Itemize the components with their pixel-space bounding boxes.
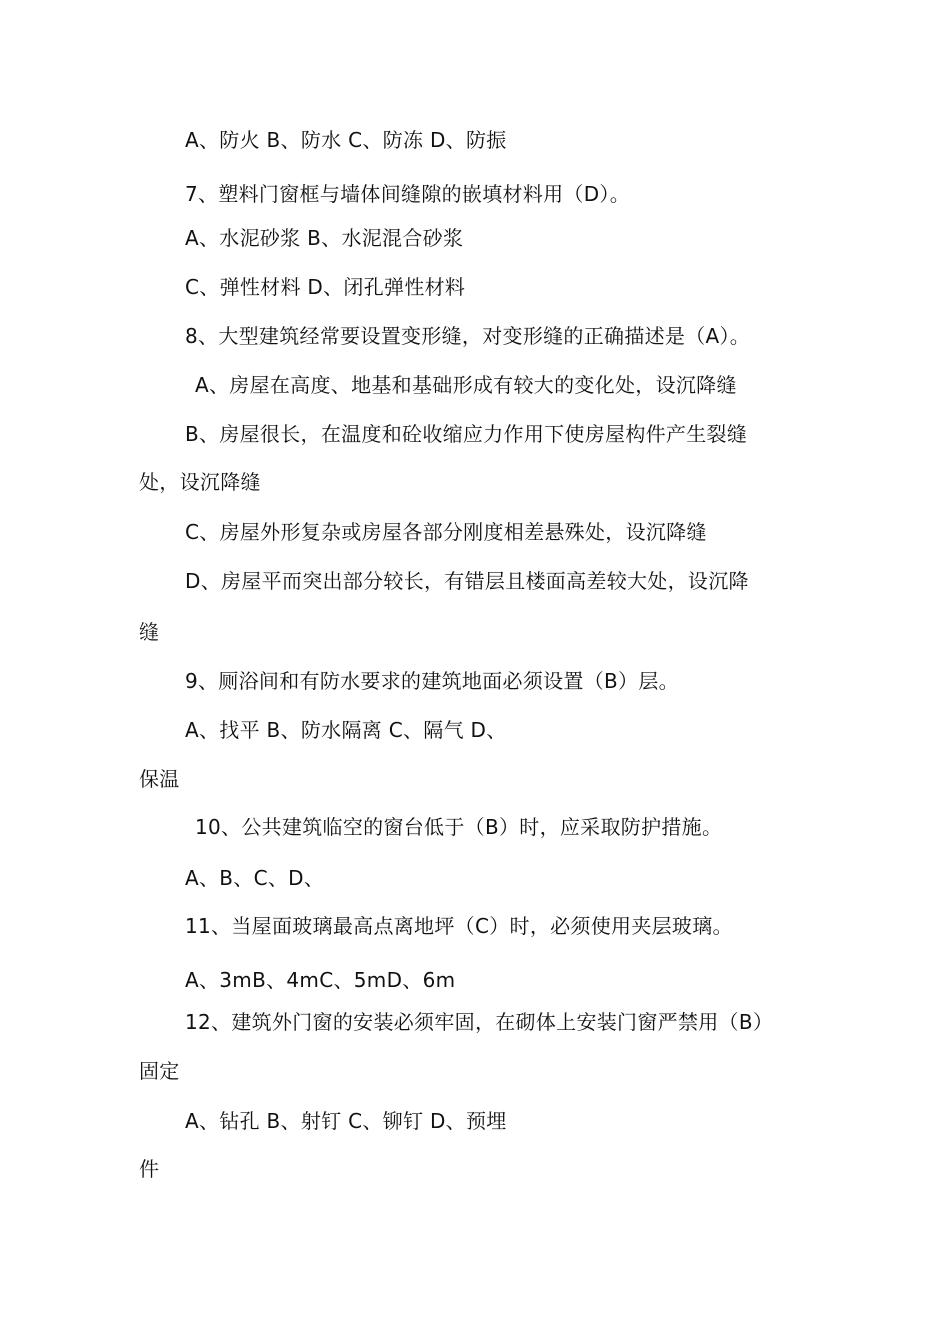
- q11-question: 11、当屋面玻璃最高点离地坪（C）时，必须使用夹层玻璃。: [185, 914, 733, 938]
- q12-question-cont: 固定: [139, 1059, 180, 1083]
- q8-option-a: A、房屋在高度、地基和基础形成有较大的变化处，设沉降缝: [195, 373, 737, 397]
- q10-question: 10、公共建筑临空的窗台低于（B）时，应采取防护措施。: [195, 815, 723, 839]
- q12-question: 12、建筑外门窗的安装必须牢固，在砌体上安装门窗严禁用（B）: [185, 1010, 774, 1034]
- q11-options: A、3mB、4mC、5mD、6m: [185, 968, 456, 992]
- q12-options-cont: 件: [139, 1157, 160, 1181]
- q8-question: 8、大型建筑经常要设置变形缝，对变形缝的正确描述是（A）。: [185, 324, 751, 348]
- q9-question: 9、厕浴间和有防水要求的建筑地面必须设置（B）层。: [185, 669, 679, 693]
- q12-options: A、钻孔 B、射钉 C、铆钉 D、预埋: [185, 1109, 507, 1133]
- q10-options: A、B、C、D、: [185, 866, 325, 890]
- q9-options-cont: 保温: [139, 767, 180, 791]
- q6-options: A、防火 B、防水 C、防冻 D、防振: [185, 128, 507, 152]
- q9-options: A、找平 B、防水隔离 C、隔气 D、: [185, 718, 507, 742]
- q7-options-cd: C、弹性材料 D、闭孔弹性材料: [185, 275, 466, 299]
- q8-option-b-cont: 处，设沉降缝: [139, 470, 261, 494]
- q8-option-c: C、房屋外形复杂或房屋各部分刚度相差悬殊处，设沉降缝: [185, 520, 707, 544]
- q7-question: 7、塑料门窗框与墙体间缝隙的嵌填材料用（D）。: [185, 182, 631, 206]
- q8-option-d-cont: 缝: [139, 620, 160, 644]
- q8-option-b: B、房屋很长，在温度和砼收缩应力作用下使房屋构件产生裂缝: [185, 422, 748, 446]
- q7-options-ab: A、水泥砂浆 B、水泥混合砂浆: [185, 226, 464, 250]
- q8-option-d: D、房屋平而突出部分较长，有错层且楼面高差较大处，设沉降: [185, 569, 749, 593]
